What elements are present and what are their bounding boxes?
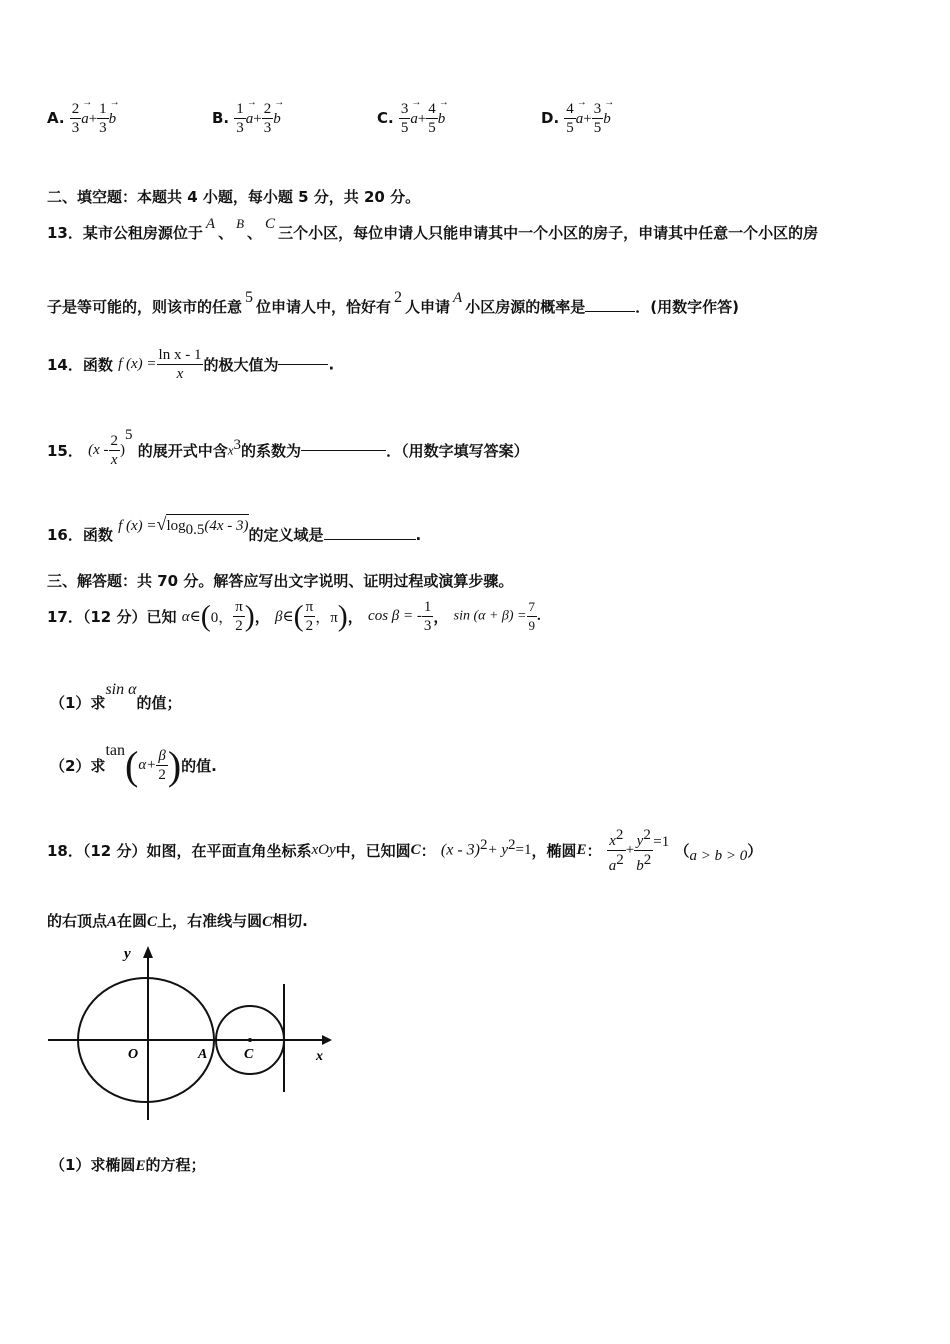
option-d: D. $\frac{4}{5}$ → a+ $\frac{3}{5}$ → b <box>541 100 611 137</box>
answer-blank[interactable] <box>324 539 416 540</box>
section-heading: 二、填空题：本题共 4 小题，每小题 5 分，共 20 分。 <box>47 188 421 206</box>
fraction: $\frac{2}{3}$ <box>71 101 80 136</box>
question-17: 17．（12 分）已知 α∈(0， $\frac{\pi}{2}$ )， β∈( $\frac{\pi}{2}$ ，π)， cos β = - $\frac{1}{3}$ ， sin (α + β) = $\frac{7}{9}$ . <box>47 599 541 634</box>
fraction: $\frac{y^2}{b^2}$ <box>636 827 652 874</box>
center-point <box>248 1038 252 1042</box>
sqrt-sign: √ <box>156 514 167 534</box>
fraction: $\frac{3}{5}$ <box>400 101 409 136</box>
question-14: 14．函数 f (x) = $\frac{\text{ln x - 1}}{x}$ 的极大值为 . <box>47 347 335 382</box>
answer-blank[interactable] <box>301 450 386 451</box>
fraction: $\frac{3}{5}$ <box>593 101 602 136</box>
fraction: $\frac{\pi}{2}$ <box>305 599 314 634</box>
fraction: $\frac{x^2}{a^2}$ <box>608 827 624 874</box>
option-a: A. $\frac{2}{3}$ → a+ $\frac{1}{3}$ → b <box>47 100 116 137</box>
x-label: x <box>316 1049 323 1064</box>
point-a-label: A <box>198 1047 208 1062</box>
question-18-line2: 的右顶点A在圆C上，右准线与圆C相切. <box>47 912 308 930</box>
vector-a: → a <box>81 111 89 128</box>
x-axis-arrow <box>322 1035 332 1045</box>
option-letter: D. <box>541 109 560 127</box>
fraction: $\frac{4}{5}$ <box>566 101 574 136</box>
fraction: $\frac{2}{3}$ <box>263 101 272 136</box>
answer-blank[interactable] <box>278 364 328 365</box>
option-b: B. $\frac{1}{3}$ → a+ $\frac{2}{3}$ → b <box>212 100 281 137</box>
fraction: $\frac{\beta}{2}$ <box>158 748 166 783</box>
fraction: $\frac{1}{3}$ <box>423 599 432 634</box>
fraction: $\frac{1}{3}$ <box>236 101 244 136</box>
vector-a: → a <box>576 111 584 128</box>
point-c-label: C <box>244 1047 254 1062</box>
question-16: 16．函数 f $(x) =√\log_{0.5}(4x - 3)$的定义域是 . <box>47 514 422 544</box>
answer-blank[interactable] <box>585 311 635 312</box>
fraction: $\frac{7}{9}$ <box>528 599 536 633</box>
option-letter: B. <box>212 109 230 127</box>
coordinate-figure <box>40 940 340 1125</box>
fraction: $\frac{4}{5}$ <box>428 101 436 136</box>
question-18-part-1: （1）求椭圆E的方程； <box>50 1156 206 1174</box>
vector-b: → b <box>109 111 117 128</box>
radicand: $\log_{0.5}(4x - 3)$ <box>166 514 248 534</box>
question-17-part-2: （2）求tan(α+ $\frac{\beta}{2}$ )的值. <box>50 742 217 788</box>
y-label: y <box>124 946 131 962</box>
option-letter: C. <box>377 109 394 127</box>
question-15: 15． (x - $\frac{2}{x}$ )$^5$ 的展开式中含$x^3$的系数为 ．（用数字填写答案） <box>47 427 529 468</box>
vector-a: → a <box>410 111 418 128</box>
y-axis-arrow <box>143 946 153 958</box>
vector-b: → b <box>603 111 611 128</box>
option-c: C. $\frac{3}{5}$ → a+ $\frac{4}{5}$ → b <box>377 100 445 137</box>
option-letter: A. <box>47 109 65 127</box>
fraction: $\frac{1}{3}$ <box>99 101 107 136</box>
vector-a: → a <box>246 111 254 128</box>
fraction: $\frac{\pi}{2}$ <box>235 599 243 634</box>
question-13-line1: 13．某市公租房源位于 A 、B、 C 三个小区，每位申请人只能申请其中一个小区的房子，申请其中任意一个小区的房 <box>47 216 819 242</box>
question-17-part-1: （1）求sin α的值； <box>50 681 182 712</box>
question-13-line2: 子是等可能的，则该市的任意5位申请人中，恰好有2人申请 A 小区房源的概率是 ．(用数字作答) <box>47 289 739 316</box>
vector-b: → b <box>273 111 281 128</box>
vector-b: → b <box>438 111 446 128</box>
fraction: $\frac{2}{x}$ <box>110 433 119 468</box>
fraction: $\frac{\text{ln x - 1}}{x}$ <box>158 347 202 382</box>
origin-label: O <box>128 1047 139 1062</box>
section-heading: 三、解答题：共 70 分。解答应写出文字说明、证明过程或演算步骤。 <box>47 572 514 590</box>
question-18-line1: 18．（12 分）如图，在平面直角坐标系xOy中，已知圆C： $(x - 3)^2+ y^2=1$，椭圆E： $\frac{x^2}{a^2}$ + $\frac{y^2}{b^2}$ =1 （a > b > 0） <box>47 827 763 874</box>
